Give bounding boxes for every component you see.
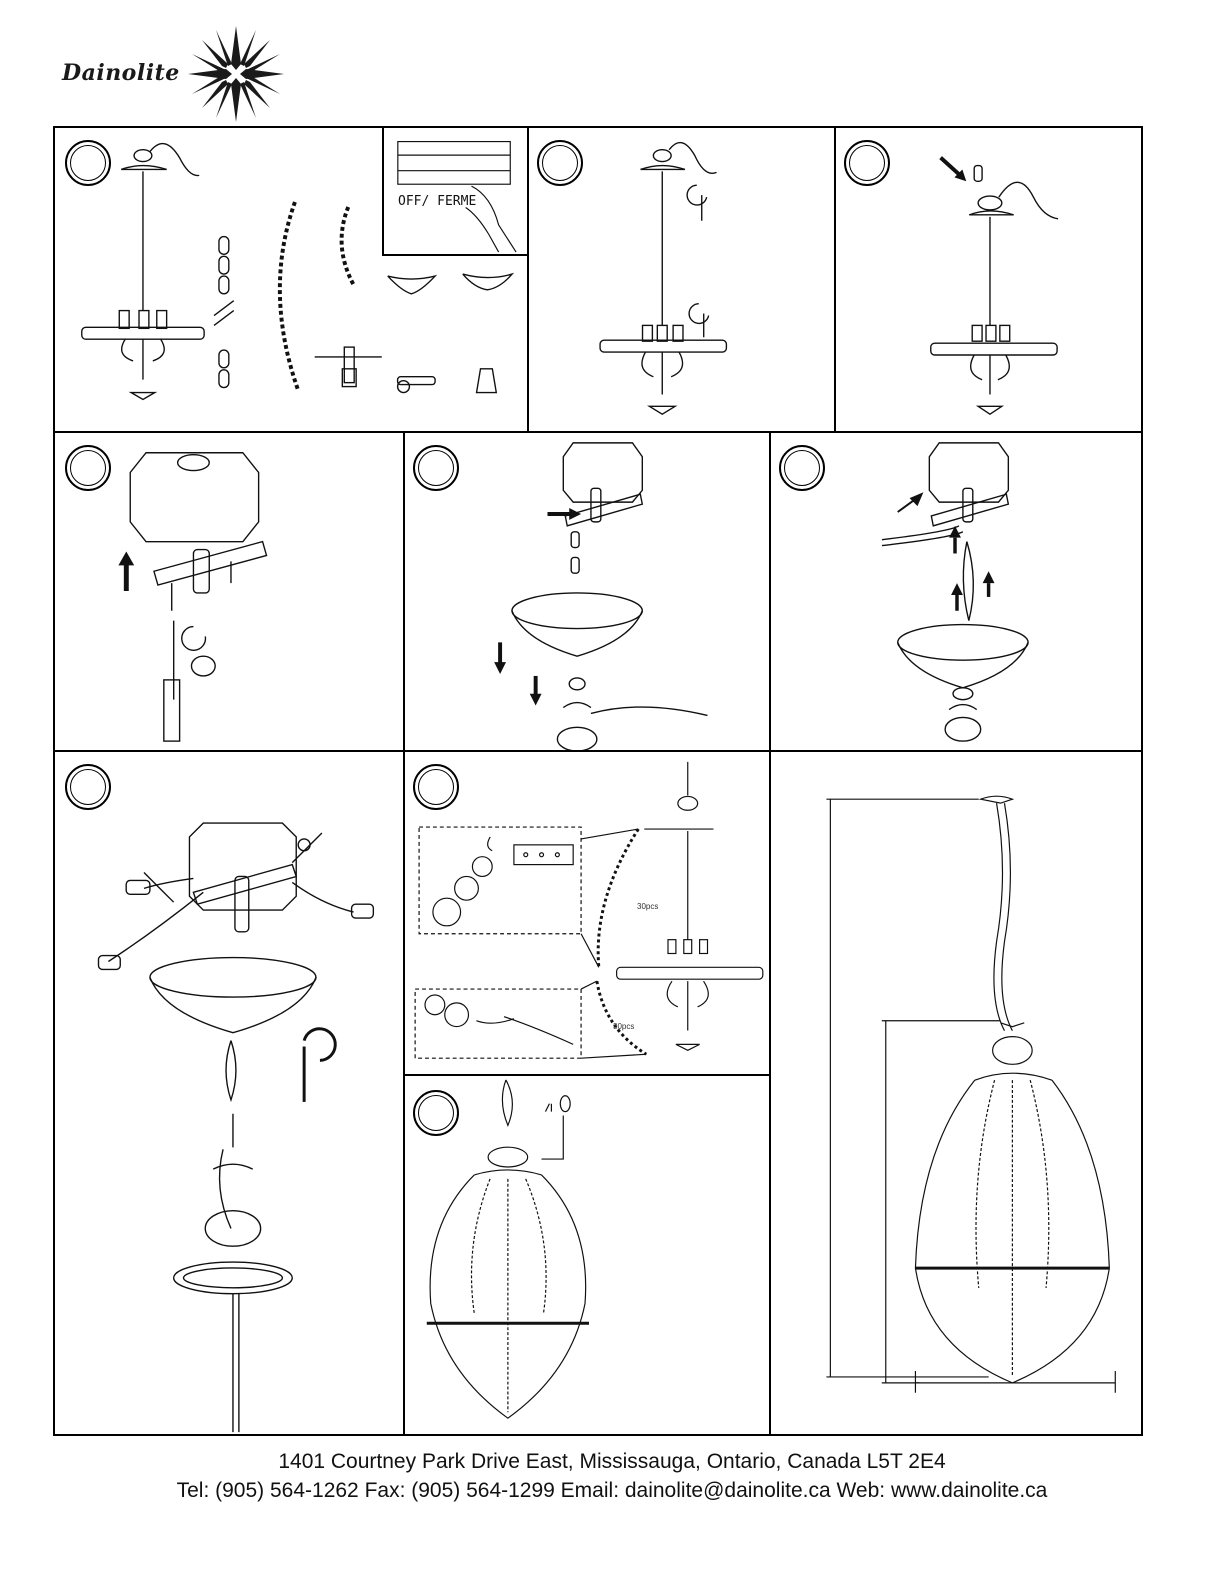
bead-count-label-bottom: 30pcs: [613, 1022, 635, 1031]
breaker-illustration: [384, 128, 527, 254]
panel-step-2: [527, 126, 836, 433]
panel-step-4: [53, 431, 405, 752]
panel-step-3: [834, 126, 1143, 433]
panel-dimensions: [769, 750, 1143, 1436]
bead-count-label-top: 30pcs: [637, 902, 659, 911]
panel-step-9: [403, 1074, 771, 1436]
brand-name: Dainolite: [62, 60, 180, 86]
panel-step-7: [53, 750, 405, 1436]
fixture-attach-illustration: [836, 128, 1141, 431]
fixture-unscrew-illustration: [529, 128, 834, 431]
off-label: OFF/ FERME: [398, 194, 477, 209]
starburst-logo-icon: [186, 24, 286, 124]
panel-power-off: [382, 126, 529, 256]
canopy-lower-illustration: [405, 433, 769, 750]
bulb-install-illustration: [405, 1076, 769, 1434]
footer-contact: Tel: (905) 564-1262 Fax: (905) 564-1299 Email: dainolite@dainolite.ca Web: www.dainolite.ca: [176, 1479, 1048, 1502]
wiring-illustration: [55, 752, 403, 1434]
panel-step-5: [403, 431, 771, 752]
dimension-illustration: [771, 752, 1141, 1434]
panel-step-8: [403, 750, 771, 1076]
bracket-install-illustration: [55, 433, 403, 750]
panel-step-6: [769, 431, 1143, 752]
bead-install-illustration: [405, 752, 769, 1074]
footer-address: 1401 Courtney Park Drive East, Mississauga, Ontario, Canada L5T 2E4: [278, 1450, 946, 1473]
wire-pull-illustration: [771, 433, 1141, 750]
